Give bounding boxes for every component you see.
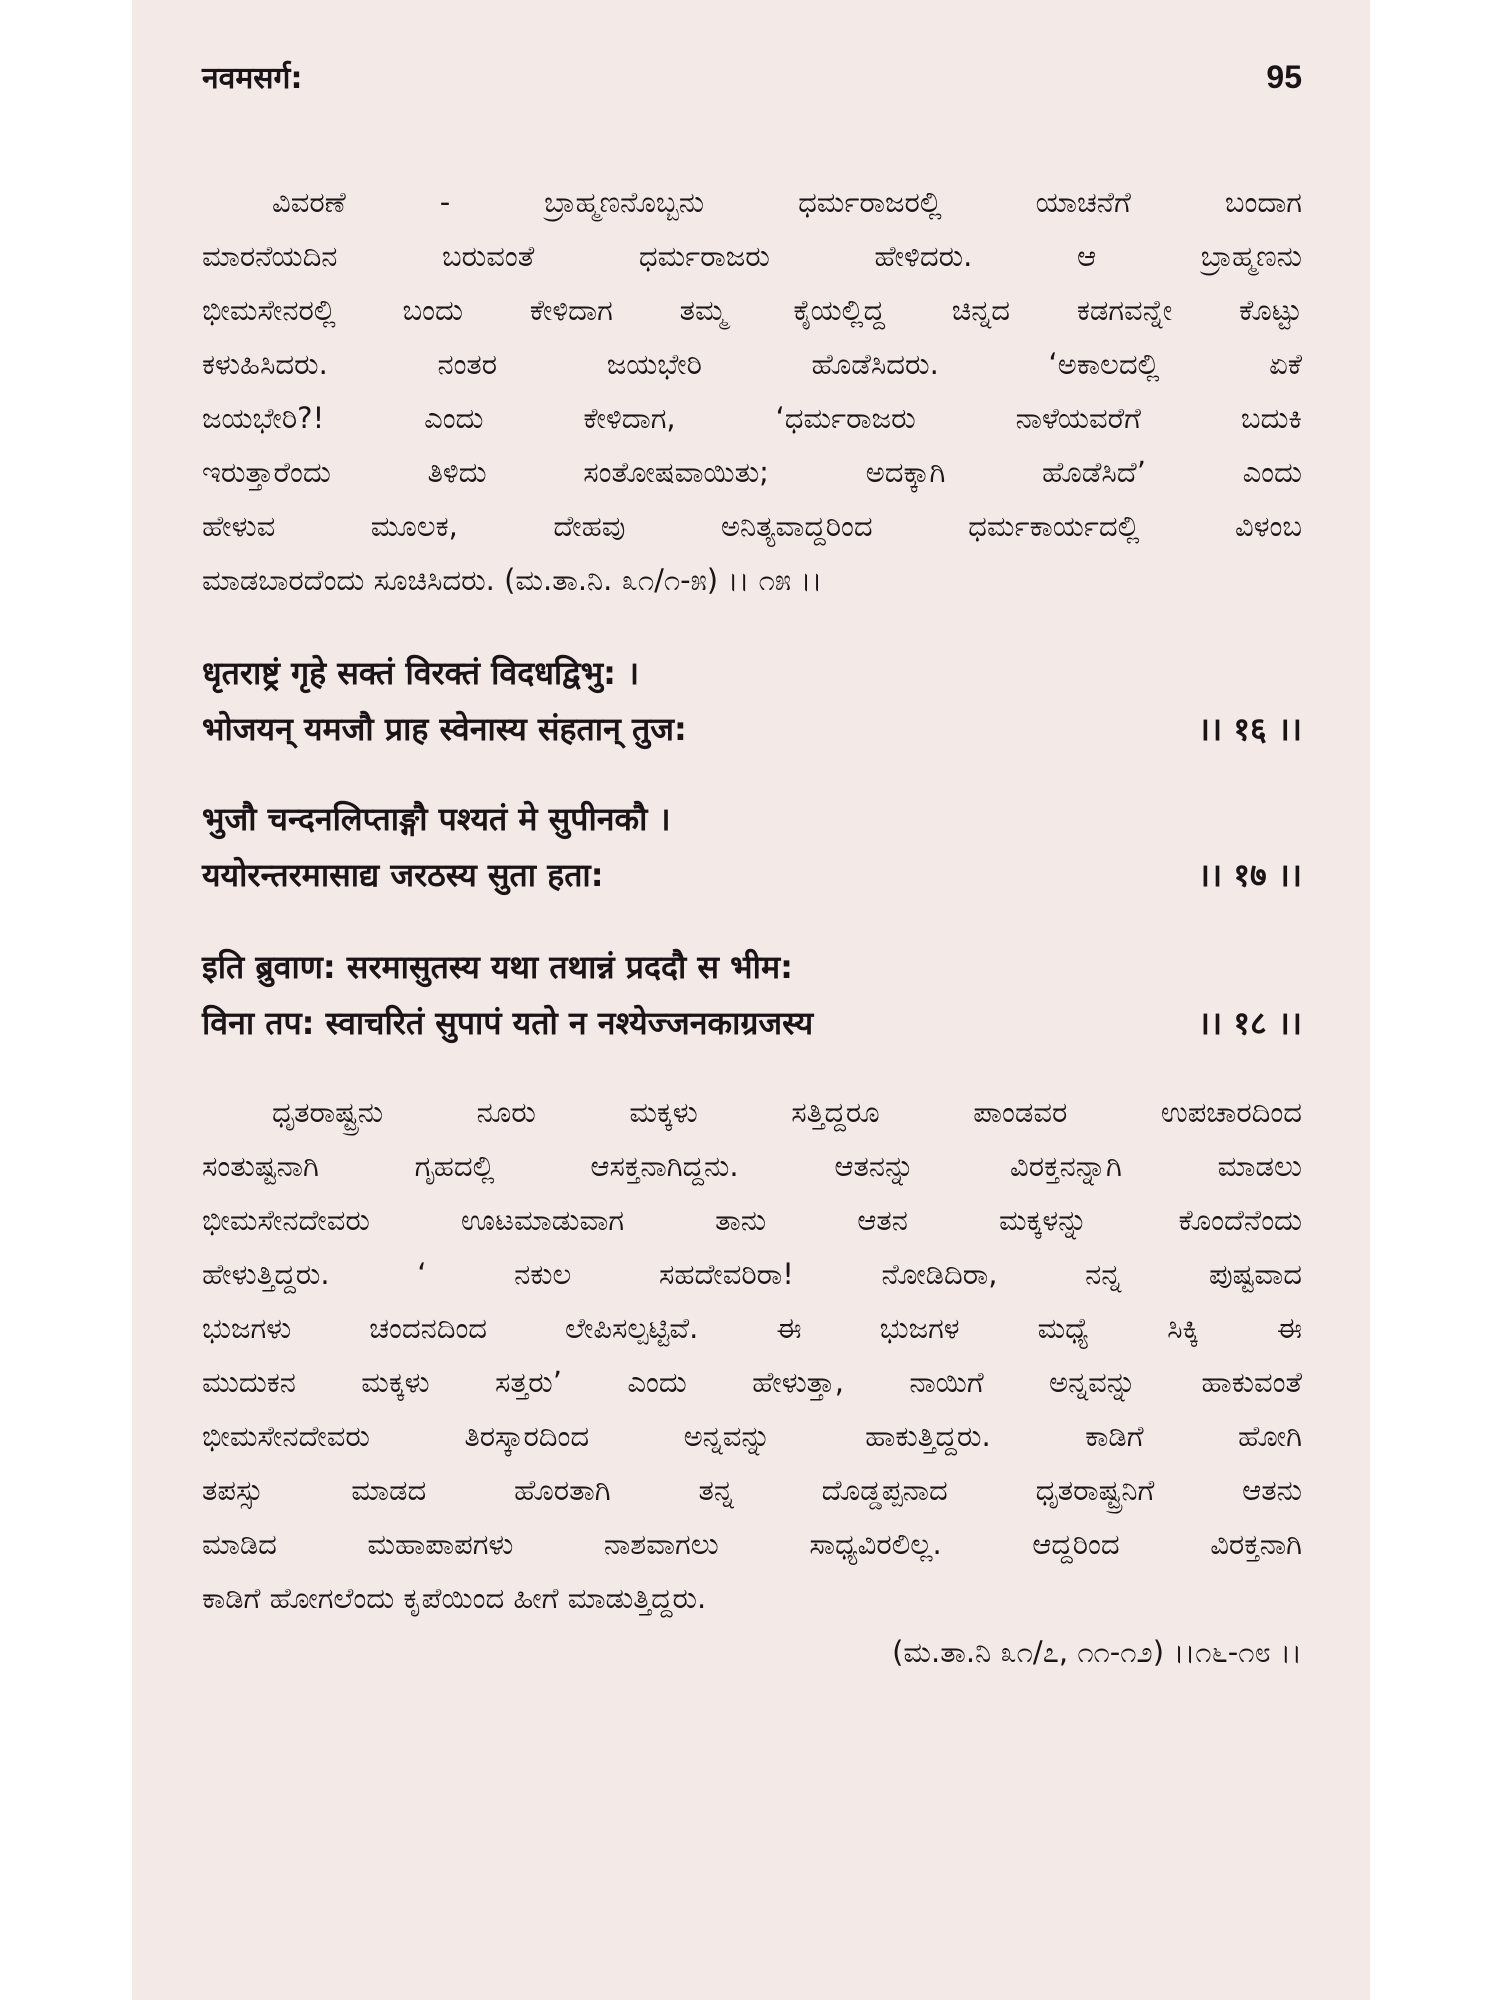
paragraph-line: ಭೀಮಸೇನದೇವರು ಊಟಮಾಡುವಾಗ ತಾನು ಆತನ ಮಕ್ಕಳನ್ನು ಕೊಂದೆನೆಂದು — [202, 1203, 1302, 1237]
paragraph-line: ಧೃತರಾಷ್ಟ್ರನು ನೂರು ಮಕ್ಕಳು ಸತ್ತಿದ್ದರೂ ಪಾಂಡವರ ಉಪಚಾರದಿಂದ — [272, 1095, 1302, 1129]
paragraph-line: ಸಂತುಷ್ಟನಾಗಿ ಗೃಹದಲ್ಲಿ ಆಸಕ್ತನಾಗಿದ್ದನು. ಆತನನ್ನು ವಿರಕ್ತನನ್ನಾಗಿ ಮಾಡಲು — [202, 1149, 1302, 1183]
verse-line — [202, 791, 1302, 847]
verse-line — [202, 701, 1302, 757]
paragraph-line: ಹೇಳುತ್ತಿದ್ದರು. ‘ ನಕುಲ ಸಹದೇವರಿರಾ! ನೋಡಿದಿರಾ, ನನ್ನ ಪುಷ್ಟವಾದ — [202, 1257, 1302, 1291]
verse-line — [202, 939, 1302, 995]
paragraph-line: ಕಾಡಿಗೆ ಹೋಗಲೆಂದು ಕೃಪೆಯಿಂದ ಹೀಗೆ ಮಾಡುತ್ತಿದ್ದರು. — [202, 1581, 707, 1615]
paragraph-line: ತಪಸ್ಸು ಮಾಡದ ಹೊರತಾಗಿ ತನ್ನ ದೊಡ್ಡಪ್ಪನಾದ ಧೃತರಾಷ್ಟ್ರನಿಗೆ ಆತನು — [202, 1473, 1302, 1507]
commentary-paragraph-2 — [202, 1085, 1302, 1625]
paragraph-line: ಜಯಭೇರಿ?! ಎಂದು ಕೇಳಿದಾಗ, ‘ಧರ್ಮರಾಜರು ನಾಳೆಯವರೆಗೆ ಬದುಕಿ — [202, 401, 1302, 435]
paragraph-line: ಮಾರನೆಯದಿನ ಬರುವಂತೆ ಧರ್ಮರಾಜರು ಹೇಳಿದರು. ಆ ಬ್ರಾಹ್ಮಣನು — [202, 239, 1302, 273]
verse-text: इति ब्रुवाण: सरमासुतस्य यथा तथान्नं प्रददौ स भीम: — [202, 948, 793, 986]
verse-line — [202, 847, 1302, 903]
commentary-paragraph-1 — [202, 175, 1302, 607]
paragraph-line: ಮಾಡಿದ ಮಹಾಪಾಪಗಳು ನಾಶವಾಗಲು ಸಾಧ್ಯವಿರಲಿಲ್ಲ. ಆದ್ದರಿಂದ ವಿರಕ್ತನಾಗಿ — [202, 1527, 1302, 1561]
verse-number: ।। १६ ।। — [1197, 710, 1302, 748]
verse-text: धृतराष्ट्रं गृहे सक्तं विरक्तं विदधद्विभु: । — [202, 654, 640, 692]
verse-text: भुजौ चन्दनलिप्ताङ्गौ पश्यतं मे सुपीनकौ । — [202, 800, 671, 838]
verse-line — [202, 995, 1302, 1051]
verse-18 — [202, 939, 1302, 1051]
paragraph-line: ವಿವರಣೆ - ಬ್ರಾಹ್ಮಣನೊಬ್ಬನು ಧರ್ಮರಾಜರಲ್ಲಿ ಯಾಚನೆಗೆ ಬಂದಾಗ — [272, 185, 1302, 219]
verse-text: ययोरन्तरमासाद्य जरठस्य सुता हता: — [202, 856, 604, 894]
paragraph-line: ಭುಜಗಳು ಚಂದನದಿಂದ ಲೇಪಿಸಲ್ಪಟ್ಟಿವೆ. ಈ ಭುಜಗಳ ಮಧ್ಯೆ ಸಿಕ್ಕಿ ಈ — [202, 1311, 1302, 1345]
verse-text: भोजयन् यमजौ प्राह स्वेनास्य संहतान् तुज: — [202, 710, 687, 748]
verse-text: विना तप: स्वाचरितं सुपापं यतो न नश्येज्जनकाग्रजस्य — [202, 1004, 814, 1042]
verse-16 — [202, 645, 1302, 757]
page-header — [202, 56, 1302, 97]
verse-number: ।। १७ ।। — [1197, 856, 1302, 894]
verse-line — [202, 645, 1302, 701]
paragraph-line: ಕಳುಹಿಸಿದರು. ನಂತರ ಜಯಭೇರಿ ಹೊಡೆಸಿದರು. ‘ಅಕಾಲದಲ್ಲಿ ಏಕೆ — [202, 347, 1302, 381]
page-number: 95 — [1266, 59, 1302, 95]
paragraph-line: ಮಾಡಬಾರದೆಂದು ಸೂಚಿಸಿದರು. (ಮ.ತಾ.ನಿ. ೩೧/೧-೫) ।। ೧೫ ।। — [202, 563, 823, 597]
paragraph-line: ಇರುತ್ತಾರೆಂದು ತಿಳಿದು ಸಂತೋಷವಾಯಿತು; ಅದಕ್ಕಾಗಿ ಹೊಡೆಸಿದೆ’ ಎಂದು — [202, 455, 1302, 489]
verse-17 — [202, 791, 1302, 903]
paragraph-line: ಹೇಳುವ ಮೂಲಕ, ದೇಹವು ಅನಿತ್ಯವಾದ್ದರಿಂದ ಧರ್ಮಕಾರ್ಯದಲ್ಲಿ ವಿಳಂಬ — [202, 509, 1302, 543]
paragraph-line: ಭೀಮಸೇನದೇವರು ತಿರಸ್ಕಾರದಿಂದ ಅನ್ನವನ್ನು ಹಾಕುತ್ತಿದ್ದರು. ಕಾಡಿಗೆ ಹೋಗಿ — [202, 1419, 1302, 1453]
book-page — [132, 0, 1370, 2000]
paragraph-line: ಭೀಮಸೇನರಲ್ಲಿ ಬಂದು ಕೇಳಿದಾಗ ತಮ್ಮ ಕೈಯಲ್ಲಿದ್ದ ಚಿನ್ನದ ಕಡಗವನ್ನೇ ಕೊಟ್ಟು — [202, 293, 1302, 327]
paragraph-line: ಮುದುಕನ ಮಕ್ಕಳು ಸತ್ತರು’ ಎಂದು ಹೇಳುತ್ತಾ, ನಾಯಿಗೆ ಅನ್ನವನ್ನು ಹಾಕುವಂತೆ — [202, 1365, 1302, 1399]
chapter-title: नवमसर्ग: — [202, 61, 303, 96]
verse-number: ।। १८ ।। — [1197, 1004, 1302, 1042]
source-reference: (ಮ.ತಾ.ನಿ ೩೧/೭, ೧೧-೧೨) ।।೧೬-೧೮ ।। — [892, 1635, 1302, 1669]
